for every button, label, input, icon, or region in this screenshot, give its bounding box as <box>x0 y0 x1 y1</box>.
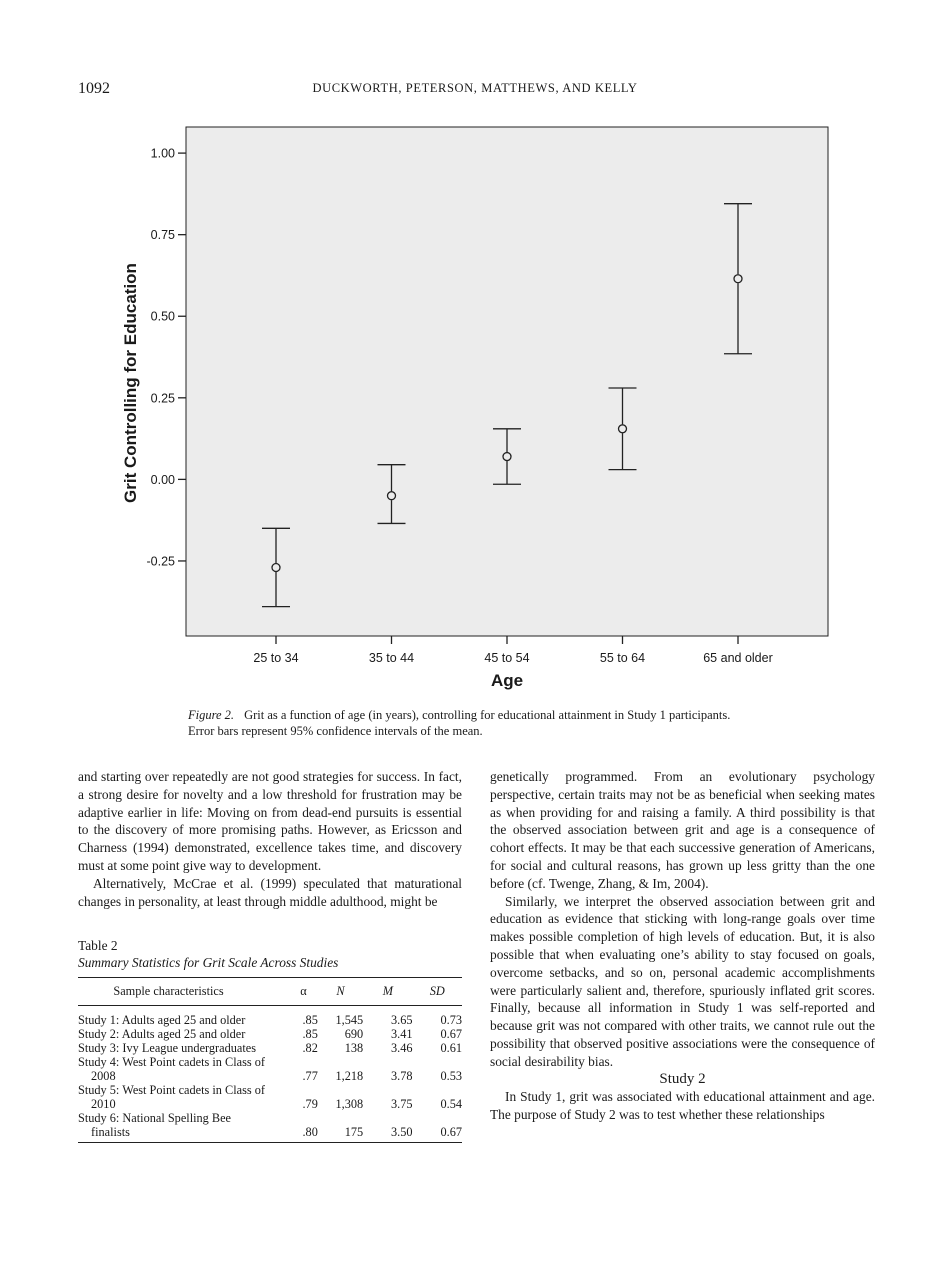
header-n: N <box>318 978 363 1006</box>
x-tick-label: 35 to 44 <box>368 651 415 665</box>
y-tick-label: 0.25 <box>150 391 175 406</box>
cell-alpha: .85 <box>302 1013 318 1027</box>
header-sd: SD <box>413 978 462 1006</box>
x-tick-label: 25 to 34 <box>253 651 299 665</box>
right-column <box>490 768 875 1124</box>
x-axis-label: Age <box>490 671 524 690</box>
sample-text: Study 5: West Point cadets in Class of <box>78 1083 265 1097</box>
cell-m: 3.41 <box>391 1027 413 1041</box>
header-sample: Sample characteristics <box>78 978 289 1006</box>
cell-m: 3.65 <box>391 1013 413 1027</box>
header-m: M <box>363 978 412 1006</box>
paragraph: Alternatively, McCrae et al. (1999) speculated that maturational changes in personality, at least through middle adulthood, might be <box>78 875 462 909</box>
cell-sample <box>78 1111 289 1143</box>
sample-text-continued: 2008 <box>91 1069 116 1083</box>
left-column <box>78 768 462 910</box>
page-number: 1092 <box>78 80 110 97</box>
cell-m: 3.50 <box>391 1125 413 1139</box>
cell-m: 3.75 <box>391 1097 413 1111</box>
sample-text: Study 1: Adults aged 25 and older <box>78 1013 246 1027</box>
table-2 <box>78 937 462 1143</box>
cell-alpha: .77 <box>302 1069 318 1083</box>
x-tick-label: 55 to 64 <box>599 651 646 665</box>
table-row <box>78 1006 462 1028</box>
table-title: Summary Statistics for Grit Scale Across Studies <box>78 955 339 970</box>
cell-n: 1,308 <box>335 1097 364 1111</box>
cell-alpha: .82 <box>302 1041 318 1055</box>
figure-caption-line-2: Error bars represent 95% confidence intervals of the mean. <box>188 724 483 738</box>
x-axis <box>253 636 772 665</box>
y-tick-label: -0.25 <box>146 554 175 569</box>
cell-sd: 0.61 <box>440 1041 462 1055</box>
table-row <box>78 1111 462 1143</box>
cell-alpha: .80 <box>302 1125 318 1139</box>
cell-m: 3.78 <box>391 1069 413 1083</box>
figure-caption-line-1: Grit as a function of age (in years), controlling for educational attainment in Study 1 participants. <box>244 708 731 722</box>
running-head: DUCKWORTH, PETERSON, MATTHEWS, AND KELLY <box>312 81 638 95</box>
cell-sd: 0.67 <box>440 1125 462 1139</box>
sample-text: Study 2: Adults aged 25 and older <box>78 1027 246 1041</box>
sample-text-continued: finalists <box>91 1125 130 1139</box>
x-tick-label: 65 and older <box>703 651 773 665</box>
y-tick-label: 1.00 <box>150 146 175 161</box>
y-tick-label: 0.50 <box>150 309 175 324</box>
table-row <box>78 1083 462 1111</box>
x-tick-label: 45 to 54 <box>484 651 530 665</box>
sample-text: Study 6: National Spelling Bee <box>78 1111 232 1125</box>
table-header-row <box>78 978 462 1006</box>
figure-caption <box>188 707 788 739</box>
table-label: Table 2 <box>78 938 118 953</box>
cell-n: 175 <box>344 1125 364 1139</box>
figure-caption-label: Figure 2. <box>188 708 235 722</box>
cell-sample <box>78 1041 289 1055</box>
cell-sd: 0.53 <box>440 1069 462 1083</box>
paragraph: Similarly, we interpret the observed association between grit and education as evidence that sticking with long-range goals over time makes possible completion of high levels of education. But, it is also possible that when evaluating one’s ability to stay focused on goals, overcome setbacks, and so on, personal academic accomplishments were particularly salient and, therefore, spuriously inflated grit scores. Finally, because all information in Study 1 was self-reported and because grit was not compared with other traits, we cannot rule out the possibility that observed positive associations were the consequence of social desirability bias. <box>490 893 875 1069</box>
cell-sd: 0.67 <box>440 1027 462 1041</box>
cell-sample <box>78 1055 289 1083</box>
sample-text-continued: 2010 <box>91 1097 116 1111</box>
cell-sample <box>78 1006 289 1028</box>
paragraph: and starting over repeatedly are not good strategies for success. In fact, a strong desire for novelty and a low threshold for frustration may be adaptive earlier in life: Moving on from dead-end pursuits is essential to the discovery of more promising paths. However, as Ericsson and Charness (1994) demonstrated, excellence takes time, and discovery must at some point give way to development. <box>78 769 462 873</box>
cell-n: 138 <box>344 1041 364 1055</box>
table-row <box>78 1027 462 1041</box>
section-heading: Study 2 <box>659 1070 706 1087</box>
cell-n: 690 <box>344 1027 364 1041</box>
table-row <box>78 1041 462 1055</box>
cell-sd: 0.73 <box>440 1013 462 1027</box>
cell-sample <box>78 1083 289 1111</box>
cell-alpha: .79 <box>302 1097 318 1111</box>
sample-text: Study 3: Ivy League undergraduates <box>78 1041 257 1055</box>
y-axis <box>147 147 187 569</box>
y-axis-label: Grit Controlling for Education <box>121 263 140 503</box>
paragraph: genetically programmed. From an evolutionary psychology perspective, certain traits may not be as beneficial when seeking mates as when providing for and raising a family. A third possibility is that the observed association between grit and age is a consequence of cohort effects. It may be that each successive generation of Americans, for social and cultural reasons, has grown up less gritty than the one before (cf. Twenge, Zhang, & Im, 2004). <box>490 769 875 891</box>
cell-n: 1,545 <box>335 1013 364 1027</box>
cell-sd: 0.54 <box>440 1097 462 1111</box>
cell-n: 1,218 <box>335 1069 364 1083</box>
cell-sample <box>78 1027 289 1041</box>
cell-alpha: .85 <box>302 1027 318 1041</box>
cell-m: 3.46 <box>391 1041 413 1055</box>
y-tick-label: 0.00 <box>150 472 175 487</box>
summary-statistics-table <box>78 977 462 1143</box>
y-tick-label: 0.75 <box>150 228 175 243</box>
paragraph: In Study 1, grit was associated with educational attainment and age. The purpose of Study 2 was to test whether these relationships <box>490 1089 875 1123</box>
table-row <box>78 1055 462 1083</box>
sample-text: Study 4: West Point cadets in Class of <box>78 1055 265 1069</box>
header-alpha: α <box>289 978 318 1006</box>
